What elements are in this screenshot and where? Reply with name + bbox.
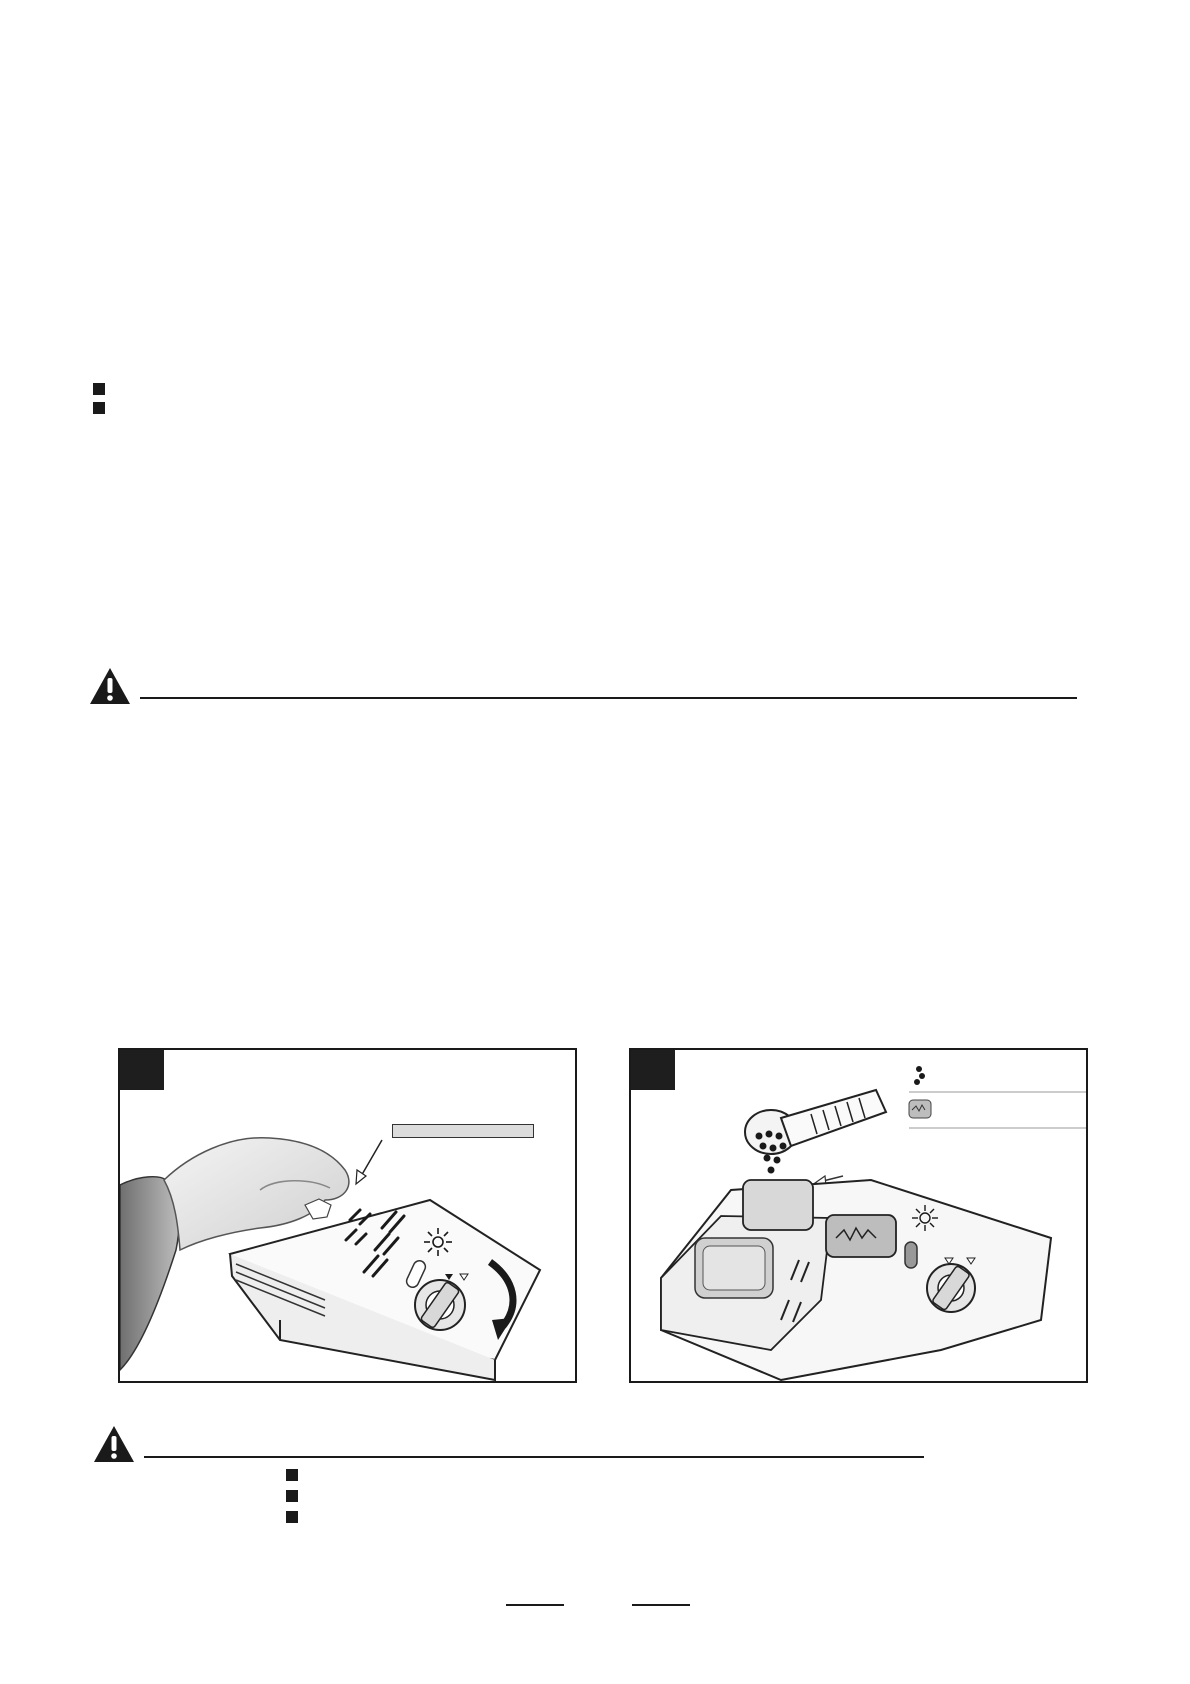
bullet-marker [286, 1469, 298, 1481]
bullet-marker [286, 1490, 298, 1502]
figure-a [118, 1048, 577, 1383]
bullet-marker [93, 383, 105, 395]
detergent-tablet-icon [909, 1100, 931, 1118]
footer-left-line [506, 1604, 564, 1606]
section-divider [140, 697, 1077, 699]
dispenser-hand-illustration [120, 1050, 577, 1383]
footer-right-line [632, 1604, 690, 1606]
warning-icon [88, 666, 132, 706]
figure-b [629, 1048, 1088, 1383]
warning-icon [92, 1424, 136, 1464]
bullet-marker [286, 1511, 298, 1523]
section-divider [144, 1456, 924, 1458]
dispenser-filling-illustration [631, 1050, 1088, 1383]
rinse-aid-drops-icon [914, 1066, 925, 1085]
bullet-marker [93, 402, 105, 414]
